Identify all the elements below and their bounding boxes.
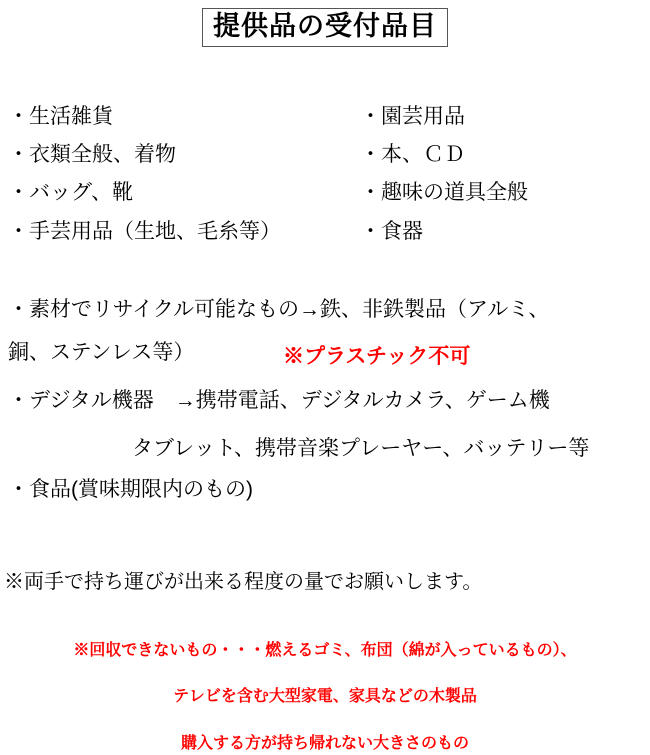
item-label-left: ・手芸用品（生地、毛糸等）	[8, 219, 281, 243]
list-item	[8, 142, 648, 167]
item-label-right: ・趣味の道具全般	[360, 181, 528, 205]
item-label-left: ・衣類全般、着物	[8, 143, 176, 167]
item-label-right: ・食器	[360, 219, 423, 243]
page-title-container	[0, 8, 650, 47]
warning-line-1: ※回収できないもの・・・燃えるゴミ、布団（綿が入っているもの）、	[73, 642, 577, 659]
digital-line-1: ・デジタル機器 →携帯電話、デジタルカメラ、ゲーム機	[8, 389, 550, 412]
quantity-note: ※両手で持ち運びが出来る程度の量でお願いします。	[4, 571, 483, 593]
no-plastic-notice: ※プラスチック不可	[283, 345, 471, 368]
material-line-2: 銅、ステンレス等）	[8, 341, 195, 364]
list-item	[8, 180, 648, 205]
page-title-box	[202, 8, 448, 47]
warning-line-3: 購入する方が持ち帰れない大きさのもの	[180, 735, 469, 752]
material-line-1: ・素材でリサイクル可能なもの→鉄、非鉄製品（アルミ、	[8, 298, 550, 321]
item-label-right: ・園芸用品	[360, 105, 465, 128]
page-title: 提供品の受付品目	[213, 11, 437, 41]
list-item	[8, 219, 648, 244]
item-label-left: ・生活雑貨	[8, 105, 113, 128]
digital-line-2: タブレット、携帯音楽プレーヤー、バッテリー等	[132, 437, 590, 460]
warning-line-2: テレビを含む大型家電、家具などの木製品	[173, 688, 477, 705]
accepted-items-list	[8, 104, 648, 257]
item-label-left: ・バッグ、靴	[8, 181, 134, 205]
item-label-right: ・本、ＣＤ	[360, 143, 465, 167]
food-line: ・食品(賞味期限内のもの)	[8, 478, 253, 501]
list-item	[8, 104, 648, 129]
